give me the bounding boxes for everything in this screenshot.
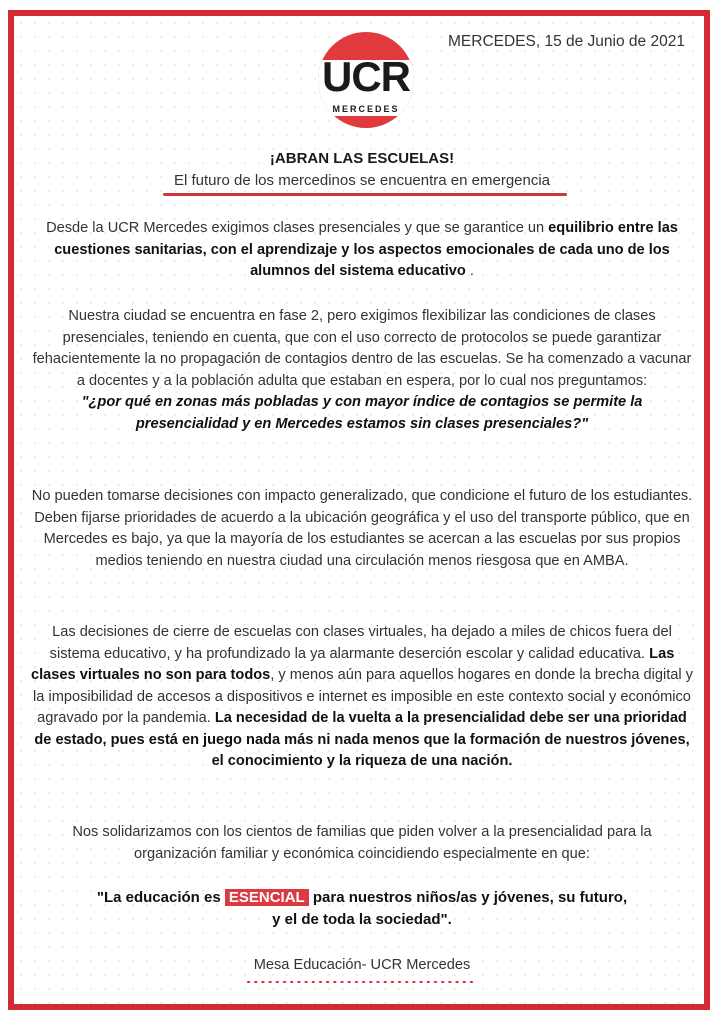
ucr-mercedes-logo — [318, 32, 414, 128]
signature-dotted-rule — [245, 980, 475, 984]
subheadline: El futuro de los mercedinos se encuentra en emergencia — [173, 172, 551, 189]
quote-post2: y el de toda la sociedad". — [272, 910, 452, 928]
p4-bold-b: Las clases virtuales no son para todos — [31, 645, 675, 683]
logo-text: UCR — [322, 53, 410, 100]
p1-bold: equilibrio entre las cuestiones sanitarias, con el aprendizaje y los aspectos emocionales de cada uno de los alumnos del sistema educativo — [54, 220, 678, 279]
p4-text-a: Las decisiones de cierre de escuelas con clases virtuales, ha dejado a miles de chicos fuera del sistema educativo, y ha profundizado la ya alarmante deserción escolar y calidad educativa. — [49, 624, 672, 662]
paragraph-3: No pueden tomarse decisiones con impacto generalizado, que condicione el futuro de los estudiantes. Deben fijarse prioridades de acuerdo a la ubicación geográfica y el uso del transporte público, que en Mercedes es bajo, ya que la mayoría de los estudiantes se acercan a las escuelas por sus propios medios teniendo en nuestra ciudad una circulación menos riesgosa que en AMBA. — [31, 488, 693, 569]
paragraph-5: Nos solidarizamos con los cientos de familias que piden volver a la presencialidad para la organización familiar y económica coincidiendo especialmente en que: — [72, 824, 652, 862]
quote-pre: "La educación es — [96, 889, 225, 906]
paragraph-1 — [30, 218, 694, 283]
p4-bold-d: La necesidad de la vuelta a la presencialidad debe ser una prioridad de estado, pues está en juego nada más ni nada menos que la formación de nuestros jóvenes, el conocimiento y la riqueza de una nación. — [34, 710, 690, 769]
logo-subtext: MERCEDES — [318, 102, 414, 116]
subheadline-underline — [163, 193, 567, 196]
paragraph-4 — [30, 622, 694, 773]
signature: Mesa Educación- UCR Mercedes — [253, 957, 471, 973]
quote-post1: para nuestros niños/as y jóvenes, su futuro, — [308, 889, 628, 906]
p1-text: Desde la UCR Mercedes exigimos clases presenciales y que se garantice un — [46, 220, 549, 236]
p2-text: Nuestra ciudad se encuentra en fase 2, pero exigimos flexibilizar las condiciones de clases presenciales, teniendo en cuenta, que con el uso correcto de protocolos se puede garantizar fehacientemente la no propagación de contagios dentro de las escuelas. Se ha comenzado a vacunar a docentes y a la población adulta que estaban en espera, por lo cual nos preguntamos: — [32, 308, 692, 389]
closing-quote — [30, 887, 694, 930]
date-line: MERCEDES, 15 de Junio de 2021 — [448, 33, 685, 50]
p4-text-c: , y menos aún para aquellos hogares en donde la brecha digital y la imposibilidad de accesos a dispositivos e internet es imposible en este contexto social y económico agravado por la pandemia. — [33, 667, 693, 726]
paragraph-2 — [30, 306, 694, 435]
p2-question: "¿por qué en zonas más pobladas y con mayor índice de contagios se permite la presencialidad y en Mercedes estamos sin clases presenciales?" — [81, 394, 643, 432]
headline: ¡ABRAN LAS ESCUELAS! — [269, 150, 455, 167]
p1-end: . — [465, 263, 474, 279]
quote-highlight: ESENCIAL — [225, 889, 309, 906]
